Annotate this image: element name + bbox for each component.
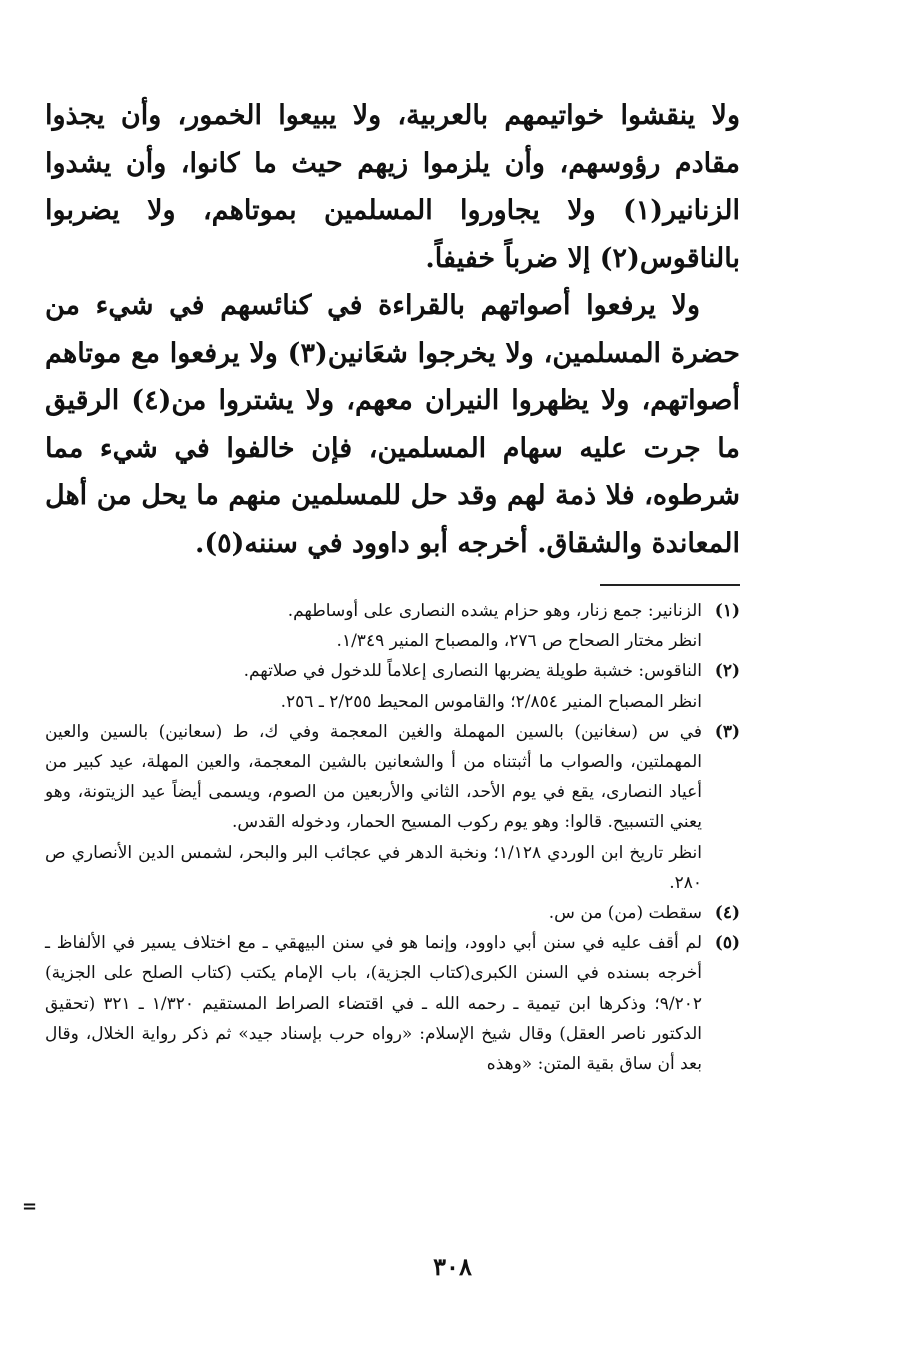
main-paragraph-2: ولا يرفعوا أصواتهم بالقراءة في كنائسهم في شيء من حضرة المسلمين، ولا يخرجوا شعَانين(٣) ولا يرفعوا مع موتاهم أصواتهم، ولا يظهروا النيران معهم، ولا يشتروا من(٤) الرقيق ما جرت عليه سهام المسلمين، فإن خالفوا في شيء مما شرطوه، فلا ذمة لهم وقد حل للمسلمين منهم ما يحل من أهل المعاندة والشقاق. أخرجه أبو داوود في سننه(٥). xyxy=(45,290,740,559)
footnote-line: انظر تاريخ ابن الوردي ١/١٢٨؛ ونخبة الدهر في عجائب البر والبحر، لشمس الدين الأنصاري ص ٢٨٠. xyxy=(45,842,702,893)
footnote-1 xyxy=(45,596,740,656)
page-number: ٣٠٨ xyxy=(433,1252,472,1281)
footnote-number: (٢) xyxy=(714,661,740,682)
footnote-line: انظر مختار الصحاح ص ٢٧٦، والمصباح المنير ١/٣٤٩. xyxy=(336,631,702,652)
footnote-line: الناقوس: خشبة طويلة يضربها النصارى إعلاماً للدخول في صلاتهم. xyxy=(243,661,702,682)
footnote-line: لم أقف عليه في سنن أبي داوود، وإنما هو في سنن البيهقي ـ مع اختلاف يسير في الألفاظ ـ أخرجه بسنده في السنن الكبرى(كتاب الجزية)، باب الإمام يكتب (كتاب الصلح على الجزية) ٩/٢٠٢؛ وذكرها ابن تيمية ـ رحمه الله ـ في اقتضاء الصراط المستقيم ١/٣٢٠ ـ ٣٢١ (تحقيق الدكتور ناصر العقل) وقال شيخ الإسلام: «رواه حرب بإسناد جيد» ثم ذكر رواية الخلال، وقال بعد أن ساق بقية المتن: «وهذه xyxy=(45,933,702,1075)
footnote-3 xyxy=(45,717,740,898)
footnote-line: الزنانير: جمع زنار، وهو حزام يشده النصارى على أوساطهم. xyxy=(287,601,702,621)
continuation-mark: = xyxy=(22,1196,38,1217)
footnote-line: سقطت (من) من س. xyxy=(548,903,702,924)
footnote-4 xyxy=(45,898,740,928)
footnote-2 xyxy=(45,656,740,716)
footnote-body xyxy=(45,898,702,928)
footnote-body xyxy=(45,717,702,898)
footnote-line: في س (سغانين) بالسين المهملة والغين المعجمة وفي ك، ط (سعانين) بالسين والعين المهملتين، والصواب ما أثبتناه من أ والشعانين بالشين المعجمة، والعين المهلة، عيد كبير من أعياد النصارى، يقع في يوم الأحد، الثاني والأربعين من الصوم، ويسمى أيضاً عيد الزيتونة، وهو يعني التسبيح. قالوا: وهو يوم ركوب المسيح الحمار، ودخوله القدس. xyxy=(45,721,702,833)
footnote-line: انظر المصباح المنير ٢/٨٥٤؛ والقاموس المحيط ٢/٢٥٥ ـ ٢٥٦. xyxy=(280,691,702,712)
footnotes xyxy=(45,596,740,1079)
footnote-number: (١) xyxy=(714,601,740,621)
footnote-number: (٥) xyxy=(714,933,740,954)
footnote-body xyxy=(45,928,702,1079)
main-text xyxy=(45,92,740,567)
footnote-5 xyxy=(45,928,740,1079)
footnote-separator xyxy=(600,584,740,586)
footnote-body xyxy=(45,656,702,716)
main-paragraph-1: ولا ينقشوا خواتيمهم بالعربية، ولا يبيعوا الخمور، وأن يجذوا مقادم رؤوسهم، وأن يلزموا زيهم حيث ما كانوا، وأن يشدوا الزنانير(١) ولا يجاوروا المسلمين بموتاهم، ولا يضربوا بالناقوس(٢) إلا ضرباً خفيفاً. xyxy=(45,100,740,274)
footnote-number: (٤) xyxy=(714,903,740,924)
footnote-body xyxy=(45,596,702,656)
footnote-number: (٣) xyxy=(714,721,740,742)
